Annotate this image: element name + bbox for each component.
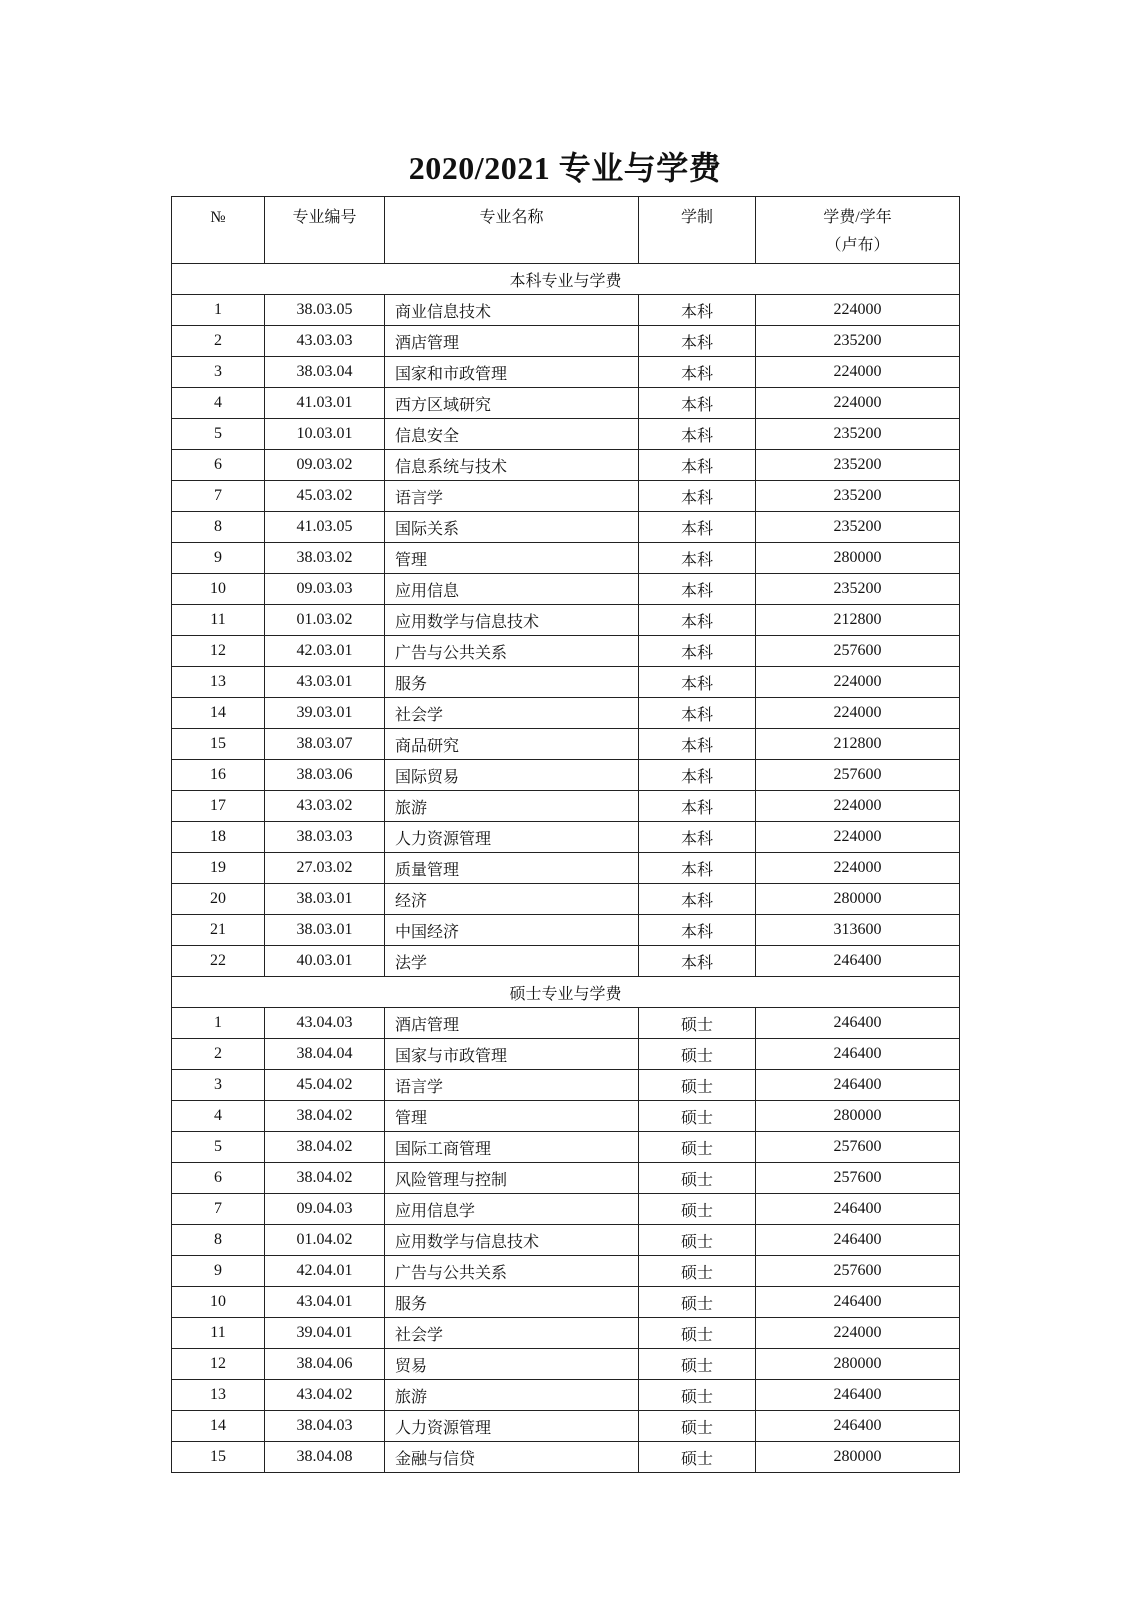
program-code: 39.04.01 [265, 1318, 385, 1349]
row-number: 17 [172, 791, 265, 822]
program-name: 旅游 [385, 1380, 639, 1411]
tuition-fee: 224000 [756, 853, 960, 884]
tuition-fee: 246400 [756, 946, 960, 977]
program-code: 01.04.02 [265, 1225, 385, 1256]
table-row [172, 791, 960, 822]
degree-type: 本科 [639, 729, 756, 760]
tuition-fee: 280000 [756, 1101, 960, 1132]
tuition-fee: 212800 [756, 729, 960, 760]
program-name: 法学 [385, 946, 639, 977]
program-name: 应用信息学 [385, 1194, 639, 1225]
table-row [172, 1039, 960, 1070]
row-number: 9 [172, 543, 265, 574]
degree-type: 本科 [639, 915, 756, 946]
row-number: 19 [172, 853, 265, 884]
table-row [172, 822, 960, 853]
table-row [172, 326, 960, 357]
tuition-fee: 280000 [756, 1442, 960, 1473]
tuition-fee: 224000 [756, 357, 960, 388]
table-row [172, 295, 960, 326]
table-row [172, 388, 960, 419]
row-number: 3 [172, 1070, 265, 1101]
program-name: 应用数学与信息技术 [385, 1225, 639, 1256]
table-row [172, 1194, 960, 1225]
header-fee [756, 197, 960, 264]
degree-type: 硕士 [639, 1225, 756, 1256]
table-row [172, 481, 960, 512]
table-row [172, 1008, 960, 1039]
tuition-fee: 224000 [756, 791, 960, 822]
program-name: 管理 [385, 543, 639, 574]
degree-type: 本科 [639, 822, 756, 853]
section-title: 硕士专业与学费 [172, 977, 960, 1008]
tuition-fee: 280000 [756, 884, 960, 915]
document-title: 2020/2021 专业与学费 [408, 150, 722, 186]
row-number: 6 [172, 1163, 265, 1194]
degree-type: 本科 [639, 698, 756, 729]
header-program-name: 专业名称 [385, 197, 639, 264]
program-name: 应用数学与信息技术 [385, 605, 639, 636]
degree-type: 硕士 [639, 1039, 756, 1070]
degree-type: 硕士 [639, 1318, 756, 1349]
degree-type: 硕士 [639, 1411, 756, 1442]
program-name: 中国经济 [385, 915, 639, 946]
program-code: 38.03.01 [265, 884, 385, 915]
program-code: 38.03.02 [265, 543, 385, 574]
tuition-fee: 235200 [756, 481, 960, 512]
program-code: 43.03.03 [265, 326, 385, 357]
row-number: 10 [172, 1287, 265, 1318]
program-name: 信息安全 [385, 419, 639, 450]
table-row [172, 1287, 960, 1318]
table-row [172, 946, 960, 977]
table-row [172, 698, 960, 729]
degree-type: 硕士 [639, 1442, 756, 1473]
program-code: 45.03.02 [265, 481, 385, 512]
program-code: 43.04.02 [265, 1380, 385, 1411]
table-header-row [172, 197, 960, 264]
row-number: 8 [172, 1225, 265, 1256]
program-name: 应用信息 [385, 574, 639, 605]
program-code: 10.03.01 [265, 419, 385, 450]
program-name: 旅游 [385, 791, 639, 822]
row-number: 2 [172, 326, 265, 357]
tuition-fee: 257600 [756, 1163, 960, 1194]
row-number: 3 [172, 357, 265, 388]
header-fee-unit: （卢布） [825, 237, 890, 254]
table-row [172, 1070, 960, 1101]
row-number: 1 [172, 295, 265, 326]
tuition-fee: 257600 [756, 1132, 960, 1163]
program-code: 41.03.05 [265, 512, 385, 543]
program-code: 41.03.01 [265, 388, 385, 419]
program-name: 信息系统与技术 [385, 450, 639, 481]
row-number: 20 [172, 884, 265, 915]
row-number: 6 [172, 450, 265, 481]
tuition-fee: 246400 [756, 1070, 960, 1101]
header-number: № [172, 197, 265, 264]
program-name: 商业信息技术 [385, 295, 639, 326]
tuition-fee: 235200 [756, 450, 960, 481]
tuition-fee: 235200 [756, 574, 960, 605]
tuition-fee: 246400 [756, 1287, 960, 1318]
row-number: 13 [172, 667, 265, 698]
program-code: 43.03.02 [265, 791, 385, 822]
program-code: 43.04.01 [265, 1287, 385, 1318]
degree-type: 硕士 [639, 1287, 756, 1318]
row-number: 7 [172, 1194, 265, 1225]
row-number: 1 [172, 1008, 265, 1039]
table-row [172, 1411, 960, 1442]
header-program-code: 专业编号 [265, 197, 385, 264]
degree-type: 硕士 [639, 1256, 756, 1287]
table-row [172, 1349, 960, 1380]
tuition-fee: 224000 [756, 1318, 960, 1349]
table-row [172, 1132, 960, 1163]
table-row [172, 1318, 960, 1349]
degree-type: 本科 [639, 481, 756, 512]
row-number: 18 [172, 822, 265, 853]
table-row [172, 667, 960, 698]
row-number: 13 [172, 1380, 265, 1411]
table-body [172, 264, 960, 1473]
program-code: 09.03.02 [265, 450, 385, 481]
program-code: 09.04.03 [265, 1194, 385, 1225]
tuition-fee: 212800 [756, 605, 960, 636]
table-row [172, 729, 960, 760]
row-number: 14 [172, 1411, 265, 1442]
tuition-fee: 246400 [756, 1411, 960, 1442]
degree-type: 本科 [639, 326, 756, 357]
degree-type: 本科 [639, 946, 756, 977]
table-row [172, 1163, 960, 1194]
row-number: 16 [172, 760, 265, 791]
tuition-fee: 246400 [756, 1194, 960, 1225]
table-row [172, 636, 960, 667]
table-row [172, 419, 960, 450]
program-code: 42.04.01 [265, 1256, 385, 1287]
program-name: 酒店管理 [385, 326, 639, 357]
program-name: 服务 [385, 1287, 639, 1318]
tuition-fee: 224000 [756, 698, 960, 729]
row-number: 2 [172, 1039, 265, 1070]
program-name: 服务 [385, 667, 639, 698]
program-name: 社会学 [385, 1318, 639, 1349]
program-code: 38.04.02 [265, 1132, 385, 1163]
row-number: 22 [172, 946, 265, 977]
program-name: 人力资源管理 [385, 822, 639, 853]
program-name: 质量管理 [385, 853, 639, 884]
tuition-fee: 257600 [756, 636, 960, 667]
degree-type: 本科 [639, 605, 756, 636]
table-row [172, 1225, 960, 1256]
program-code: 38.03.03 [265, 822, 385, 853]
program-code: 09.03.03 [265, 574, 385, 605]
degree-type: 本科 [639, 512, 756, 543]
program-name: 金融与信贷 [385, 1442, 639, 1473]
program-name: 广告与公共关系 [385, 636, 639, 667]
degree-type: 本科 [639, 543, 756, 574]
tuition-fee: 224000 [756, 295, 960, 326]
row-number: 12 [172, 1349, 265, 1380]
table-row [172, 574, 960, 605]
program-name: 国际工商管理 [385, 1132, 639, 1163]
program-name: 国际关系 [385, 512, 639, 543]
program-code: 01.03.02 [265, 605, 385, 636]
program-code: 38.04.06 [265, 1349, 385, 1380]
program-code: 38.03.06 [265, 760, 385, 791]
row-number: 11 [172, 1318, 265, 1349]
tuition-fee: 246400 [756, 1225, 960, 1256]
program-code: 43.03.01 [265, 667, 385, 698]
program-name: 语言学 [385, 481, 639, 512]
row-number: 8 [172, 512, 265, 543]
fees-table [171, 196, 960, 1473]
tuition-fee: 235200 [756, 326, 960, 357]
program-name: 社会学 [385, 698, 639, 729]
program-name: 经济 [385, 884, 639, 915]
tuition-fee: 257600 [756, 1256, 960, 1287]
section-header-row [172, 264, 960, 295]
program-code: 38.04.02 [265, 1163, 385, 1194]
degree-type: 硕士 [639, 1163, 756, 1194]
row-number: 9 [172, 1256, 265, 1287]
table-row [172, 605, 960, 636]
program-name: 酒店管理 [385, 1008, 639, 1039]
degree-type: 硕士 [639, 1194, 756, 1225]
degree-type: 本科 [639, 760, 756, 791]
tuition-fee: 246400 [756, 1039, 960, 1070]
table-row [172, 915, 960, 946]
degree-type: 本科 [639, 419, 756, 450]
degree-type: 本科 [639, 388, 756, 419]
row-number: 14 [172, 698, 265, 729]
degree-type: 硕士 [639, 1101, 756, 1132]
degree-type: 硕士 [639, 1070, 756, 1101]
program-code: 42.03.01 [265, 636, 385, 667]
row-number: 10 [172, 574, 265, 605]
table-row [172, 1380, 960, 1411]
table-row [172, 1256, 960, 1287]
degree-type: 硕士 [639, 1349, 756, 1380]
tuition-fee: 257600 [756, 760, 960, 791]
program-name: 风险管理与控制 [385, 1163, 639, 1194]
program-name: 国家和市政管理 [385, 357, 639, 388]
table-row [172, 1442, 960, 1473]
table-row [172, 512, 960, 543]
program-name: 广告与公共关系 [385, 1256, 639, 1287]
degree-type: 本科 [639, 853, 756, 884]
program-code: 38.04.04 [265, 1039, 385, 1070]
header-fee-label: 学费/学年 [823, 209, 892, 226]
degree-type: 本科 [639, 636, 756, 667]
tuition-fee: 224000 [756, 667, 960, 698]
degree-type: 本科 [639, 357, 756, 388]
program-code: 38.03.07 [265, 729, 385, 760]
row-number: 21 [172, 915, 265, 946]
program-code: 27.03.02 [265, 853, 385, 884]
tuition-fee: 313600 [756, 915, 960, 946]
degree-type: 本科 [639, 667, 756, 698]
table-row [172, 357, 960, 388]
degree-type: 本科 [639, 791, 756, 822]
row-number: 15 [172, 729, 265, 760]
row-number: 5 [172, 419, 265, 450]
program-code: 40.03.01 [265, 946, 385, 977]
program-code: 39.03.01 [265, 698, 385, 729]
program-code: 45.04.02 [265, 1070, 385, 1101]
header-degree: 学制 [639, 197, 756, 264]
degree-type: 硕士 [639, 1132, 756, 1163]
tuition-fee: 246400 [756, 1380, 960, 1411]
degree-type: 硕士 [639, 1008, 756, 1039]
table-row [172, 884, 960, 915]
row-number: 5 [172, 1132, 265, 1163]
program-code: 38.04.08 [265, 1442, 385, 1473]
tuition-fee: 224000 [756, 822, 960, 853]
tuition-fee: 246400 [756, 1008, 960, 1039]
program-code: 38.03.04 [265, 357, 385, 388]
program-name: 西方区域研究 [385, 388, 639, 419]
row-number: 4 [172, 1101, 265, 1132]
program-name: 贸易 [385, 1349, 639, 1380]
degree-type: 本科 [639, 884, 756, 915]
tuition-fee: 235200 [756, 419, 960, 450]
program-name: 语言学 [385, 1070, 639, 1101]
program-name: 国家与市政管理 [385, 1039, 639, 1070]
degree-type: 本科 [639, 450, 756, 481]
table-row [172, 853, 960, 884]
row-number: 11 [172, 605, 265, 636]
program-name: 国际贸易 [385, 760, 639, 791]
table-row [172, 1101, 960, 1132]
degree-type: 硕士 [639, 1380, 756, 1411]
program-name: 管理 [385, 1101, 639, 1132]
program-code: 43.04.03 [265, 1008, 385, 1039]
section-header-row [172, 977, 960, 1008]
row-number: 4 [172, 388, 265, 419]
tuition-fee: 235200 [756, 512, 960, 543]
program-code: 38.03.01 [265, 915, 385, 946]
program-code: 38.04.03 [265, 1411, 385, 1442]
degree-type: 本科 [639, 574, 756, 605]
tuition-fee: 224000 [756, 388, 960, 419]
row-number: 7 [172, 481, 265, 512]
program-code: 38.04.02 [265, 1101, 385, 1132]
row-number: 15 [172, 1442, 265, 1473]
table-row [172, 760, 960, 791]
section-title: 本科专业与学费 [172, 264, 960, 295]
table-row [172, 543, 960, 574]
table-row [172, 450, 960, 481]
tuition-fee: 280000 [756, 543, 960, 574]
tuition-fee: 280000 [756, 1349, 960, 1380]
program-name: 人力资源管理 [385, 1411, 639, 1442]
program-code: 38.03.05 [265, 295, 385, 326]
degree-type: 本科 [639, 295, 756, 326]
program-name: 商品研究 [385, 729, 639, 760]
row-number: 12 [172, 636, 265, 667]
